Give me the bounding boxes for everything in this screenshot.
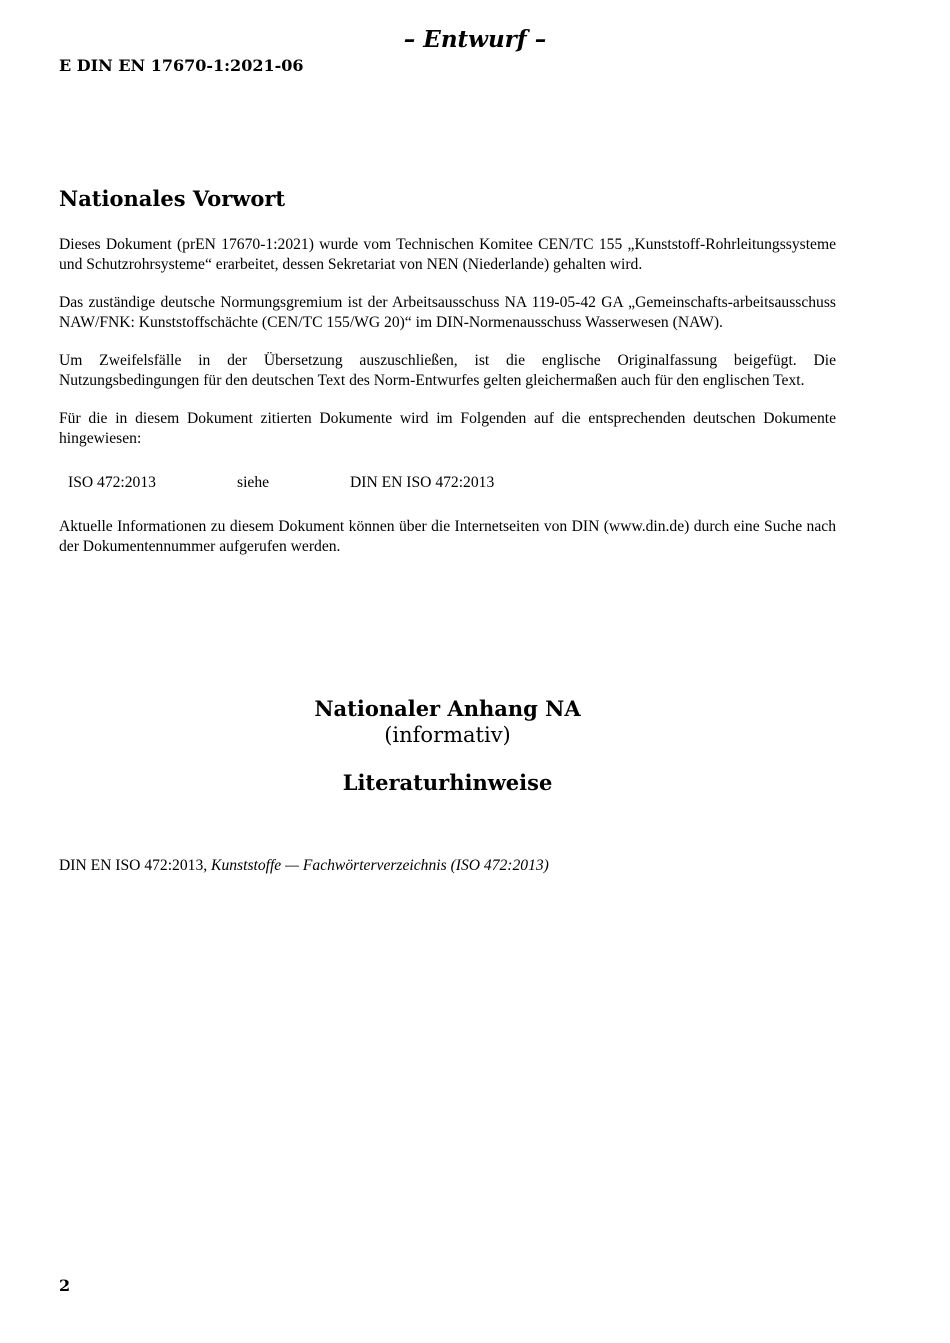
bibliography-id: DIN EN ISO 472:2013, [59,857,208,874]
literature-title: Literaturhinweise [342,770,553,795]
foreword-section [59,186,836,575]
reference-row [59,473,836,493]
annex-title: Nationaler Anhang NA [314,696,581,721]
foreword-paragraph: Um Zweifelsfälle in der Übersetzung auszuschließen, ist die englische Originalfassung beigefügt. Die Nutzungsbedingungen für den deutschen Text des Norm-Entwurfes gelten gleichermaßen auch für den englischen Text. [59,352,836,389]
bibliography-title: Kunststoffe — Fachwörterverzeichnis (ISO 472:2013) [211,857,549,874]
foreword-closing: Aktuelle Informationen zu diesem Dokument können über die Internetseiten von DIN (www.din.de) durch eine Suche nach der Dokumentennummer aufgerufen werden. [59,518,836,555]
annex-subtitle: (informativ) [384,723,511,747]
reference-cited: ISO 472:2013 [68,474,156,491]
foreword-paragraph: Das zuständige deutsche Normungsgremium ist der Arbeitsausschuss NA 119-05-42 GA „Gemeinschafts-arbeitsausschuss NAW/FNK: Kunststoffschächte (CEN/TC 155/WG 20)“ im DIN-Normenausschuss Wasserwesen (NAW). [59,294,836,331]
bibliography-entry [59,856,836,876]
national-annex [0,696,895,796]
foreword-paragraph: Dieses Dokument (prEN 17670-1:2021) wurde vom Technischen Komitee CEN/TC 155 „Kunststoff-Rohrleitungssysteme und Schutzrohrsysteme“ erarbeitet, dessen Sekretariat von NEN (Niederlande) gehalten wird. [59,236,836,273]
foreword-paragraph: Für die in diesem Dokument zitierten Dokumente wird im Folgenden auf die entsprechenden deutschen Dokumente hingewiesen: [59,410,836,447]
draft-mark: – Entwurf – [403,26,547,53]
reference-german: DIN EN ISO 472:2013 [350,474,495,491]
page-number: 2 [59,1276,71,1295]
document-id: E DIN EN 17670-1:2021-06 [59,56,304,75]
foreword-title: Nationales Vorwort [59,186,286,211]
reference-see: siehe [237,474,270,491]
